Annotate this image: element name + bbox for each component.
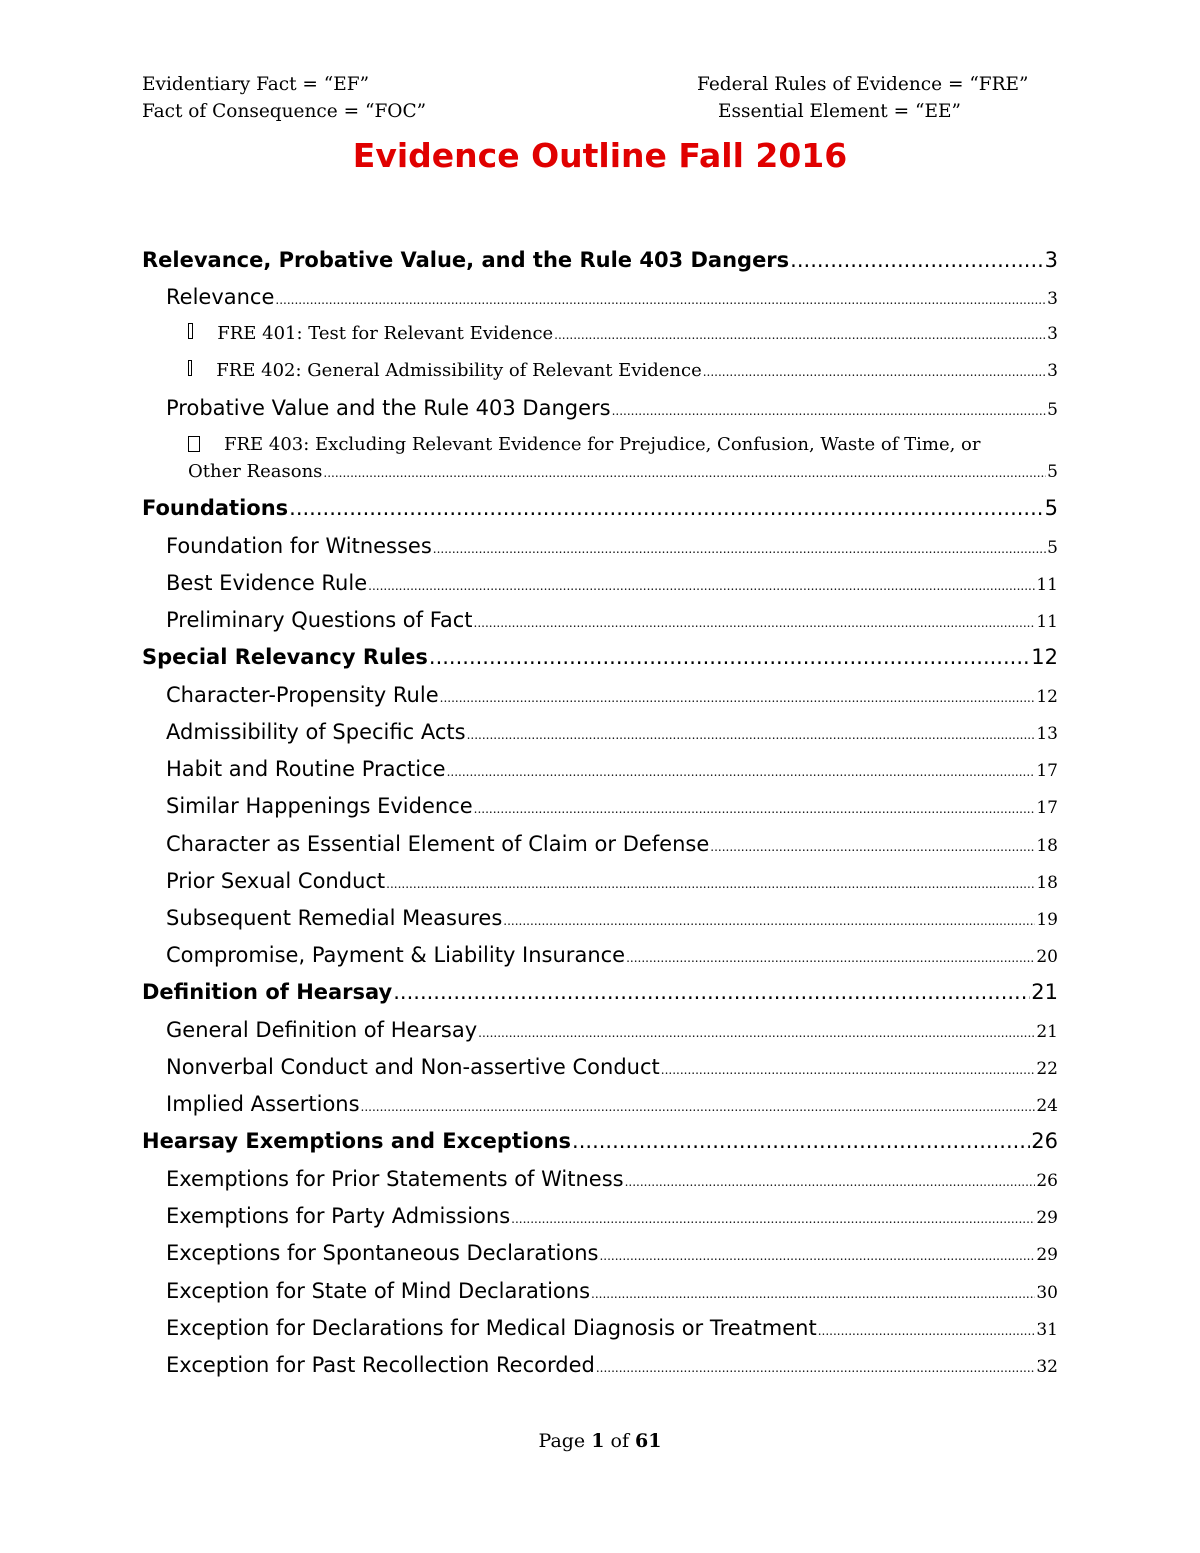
toc-leader: [818, 1324, 1036, 1338]
toc-page-number: 12: [1036, 687, 1058, 707]
toc-entry-label: Exemptions for Prior Statements of Witness: [166, 1167, 624, 1191]
toc-entry-label: Habit and Routine Practice: [166, 757, 446, 781]
toc-entry-level3-wrapped[interactable]: [188, 434, 1058, 482]
toc-page-number: 26: [1031, 1129, 1058, 1153]
toc-page-number: 18: [1036, 873, 1058, 893]
toc-entry-level1[interactable]: [142, 496, 1058, 520]
toc-page-number: 31: [1036, 1320, 1058, 1340]
toc-leader: [511, 1212, 1035, 1226]
toc-entry-level2[interactable]: [166, 534, 1058, 558]
toc-entry-label: Exception for State of Mind Declarations: [166, 1279, 591, 1303]
toc-entry-label: Compromise, Payment & Liability Insurance: [166, 943, 626, 967]
toc-entry-label-line1: FRE 403: Excluding Relevant Evidence for Prejudice, Confusion, Waste of Time, or: [224, 434, 981, 455]
toc-leader: [361, 1100, 1036, 1114]
toc-leader: [433, 542, 1046, 556]
toc-leader: [503, 914, 1035, 928]
toc-page-number: 3: [1047, 361, 1058, 381]
toc-page-number: 21: [1036, 1022, 1058, 1042]
toc-entry-level2[interactable]: [166, 1279, 1058, 1303]
footer-prefix: Page: [538, 1430, 592, 1452]
toc-page-number: 22: [1036, 1059, 1058, 1079]
toc-page-number: 24: [1036, 1096, 1058, 1116]
toc-page-number: 18: [1036, 836, 1058, 856]
toc-entry-label: Nonverbal Conduct and Non-assertive Conduct: [166, 1055, 660, 1079]
header-right-line1: Federal Rules of Evidence = “FRE”: [697, 74, 1029, 95]
toc-entry-label: Subsequent Remedial Measures: [166, 906, 503, 930]
toc-entry-label: Exceptions for Spontaneous Declarations: [166, 1241, 599, 1265]
toc-leader: [323, 466, 1046, 480]
toc-entry-label: Hearsay Exemptions and Exceptions: [142, 1129, 572, 1153]
toc-entry-label: Admissibility of Specific Acts: [166, 720, 466, 744]
toc-leader: [429, 645, 1030, 669]
toc-leader: [474, 616, 1036, 630]
toc-entry-level2[interactable]: [166, 906, 1058, 930]
toc-entry-level3[interactable]: [188, 323, 1058, 344]
toc-entry-level2[interactable]: [166, 683, 1058, 707]
toc-page-number: 30: [1036, 1283, 1058, 1303]
toc-page-number: 20: [1036, 947, 1058, 967]
toc-leader: [393, 980, 1030, 1004]
toc-leader: [447, 765, 1036, 779]
toc-entry-level2[interactable]: [166, 1167, 1058, 1191]
toc-leader: [591, 1287, 1035, 1301]
footer-total-pages: 61: [635, 1430, 662, 1452]
toc-leader: [710, 840, 1035, 854]
toc-entry-label: Implied Assertions: [166, 1092, 360, 1116]
toc-entry-label: Preliminary Questions of Fact: [166, 608, 473, 632]
toc-entry-level2[interactable]: [166, 396, 1058, 420]
toc-leader: [386, 877, 1035, 891]
toc-entry-label: Character-Propensity Rule: [166, 683, 439, 707]
toc-entry-label: FRE 401: Test for Relevant Evidence: [217, 323, 554, 344]
toc-leader: [275, 293, 1046, 307]
toc-entry-label: FRE 402: General Admissibility of Relevant Evidence: [216, 360, 702, 381]
toc-entry-level2[interactable]: [166, 720, 1058, 744]
toc-page-number: 32: [1036, 1357, 1058, 1377]
toc-entry-level2[interactable]: [166, 571, 1058, 595]
toc-entry-level2[interactable]: [166, 1092, 1058, 1116]
toc-leader: [474, 802, 1036, 816]
toc-entry-label: Exception for Past Recollection Recorded: [166, 1353, 595, 1377]
toc-page-number: 11: [1036, 612, 1058, 632]
toc-leader: [554, 328, 1046, 342]
toc-entry-level2[interactable]: [166, 1204, 1058, 1228]
toc-page-number: 26: [1036, 1171, 1058, 1191]
toc-entry-label: Foundation for Witnesses: [166, 534, 432, 558]
toc-entry-level2[interactable]: [166, 1241, 1058, 1265]
document-title: Evidence Outline Fall 2016: [352, 136, 848, 175]
toc-page-number: 11: [1036, 575, 1058, 595]
toc-leader: [626, 951, 1035, 965]
toc-page-number: 3: [1044, 248, 1058, 272]
toc-entry-level2[interactable]: [166, 832, 1058, 856]
toc-leader: [368, 579, 1035, 593]
toc-page-number: 3: [1047, 289, 1058, 309]
toc-leader: [440, 691, 1036, 705]
toc-leader: [289, 496, 1043, 520]
toc-page-number: 5: [1047, 462, 1058, 482]
toc-leader: [572, 1129, 1030, 1153]
toc-leader: [478, 1026, 1035, 1040]
toc-leader: [599, 1249, 1035, 1263]
toc-entry-label: Exception for Declarations for Medical Diagnosis or Treatment: [166, 1316, 817, 1340]
toc-entry-level2[interactable]: [166, 794, 1058, 818]
toc-page-number: 21: [1031, 980, 1058, 1004]
toc-entry-label: Definition of Hearsay: [142, 980, 393, 1004]
toc-page-number: 17: [1036, 798, 1058, 818]
toc-page-number: 19: [1036, 910, 1058, 930]
toc-entry-label: Relevance: [166, 285, 275, 309]
toc-entry-level2[interactable]: [166, 1316, 1058, 1340]
toc-entry-level2[interactable]: [166, 1018, 1058, 1042]
bullet-icon: [188, 436, 200, 452]
toc-entry-label: Relevance, Probative Value, and the Rule 403 Dangers: [142, 248, 790, 272]
toc-entry-level1[interactable]: [142, 248, 1058, 272]
header-left-line1: Evidentiary Fact = “EF”: [142, 74, 370, 95]
toc-entry-level1[interactable]: [142, 645, 1058, 669]
bullet-icon: [188, 360, 192, 376]
toc-entry-level1[interactable]: [142, 980, 1058, 1004]
toc-entry-label: Special Relevancy Rules: [142, 645, 428, 669]
page-footer: [0, 1430, 1200, 1452]
toc-entry-label: Similar Happenings Evidence: [166, 794, 473, 818]
toc-page-number: 5: [1047, 538, 1058, 558]
toc-entry-level3[interactable]: [188, 360, 1058, 381]
toc-entry-label: Best Evidence Rule: [166, 571, 368, 595]
toc-entry-label: Character as Essential Element of Claim or Defense: [166, 832, 710, 856]
toc-entry-label: Foundations: [142, 496, 289, 520]
toc-entry-level2[interactable]: [166, 1353, 1058, 1377]
toc-entry-level1[interactable]: [142, 1129, 1058, 1153]
toc-page-number: 29: [1036, 1245, 1058, 1265]
toc-entry-level2[interactable]: [166, 285, 1058, 309]
header-right-line2: Essential Element = “EE”: [718, 101, 961, 122]
bullet-icon: [188, 323, 193, 339]
toc-entry-level2[interactable]: [166, 757, 1058, 781]
toc-entry-label: Probative Value and the Rule 403 Dangers: [166, 396, 611, 420]
toc-leader: [790, 248, 1043, 272]
toc-leader: [625, 1175, 1036, 1189]
toc-page-number: 13: [1036, 724, 1058, 744]
toc-leader: [612, 404, 1047, 418]
footer-current-page: 1: [591, 1430, 605, 1452]
toc-entry-label-line2: Other Reasons: [188, 461, 323, 482]
toc-leader: [467, 728, 1036, 742]
toc-entry-label: Exemptions for Party Admissions: [166, 1204, 511, 1228]
toc-entry-level2[interactable]: [166, 1055, 1058, 1079]
toc-leader: [703, 365, 1046, 379]
footer-of: of: [604, 1430, 636, 1452]
toc-page-number: 3: [1047, 324, 1058, 344]
toc-leader: [596, 1361, 1036, 1375]
toc-page-number: 17: [1036, 761, 1058, 781]
toc-leader: [661, 1063, 1036, 1077]
toc-entry-label: General Definition of Hearsay: [166, 1018, 478, 1042]
toc-entry-level2[interactable]: [166, 869, 1058, 893]
toc-entry-level2[interactable]: [166, 608, 1058, 632]
toc-page-number: 5: [1044, 496, 1058, 520]
toc-page-number: 5: [1047, 400, 1058, 420]
toc-entry-level2[interactable]: [166, 943, 1058, 967]
toc-page-number: 12: [1031, 645, 1058, 669]
toc-page-number: 29: [1036, 1208, 1058, 1228]
toc-entry-label: Prior Sexual Conduct: [166, 869, 386, 893]
header-left-line2: Fact of Consequence = “FOC”: [142, 101, 427, 122]
